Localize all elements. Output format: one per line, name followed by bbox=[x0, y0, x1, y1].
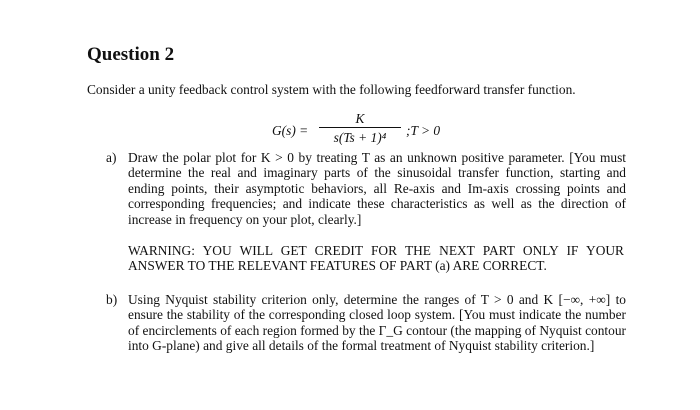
warning-text: WARNING: YOU WILL GET CREDIT FOR THE NEXT PART ONLY IF YOUR ANSWER TO THE RELEVANT FEATURES OF PART (a) ARE CORRECT. bbox=[128, 243, 624, 274]
part-a-marker: a) bbox=[106, 150, 117, 165]
equation-condition: ;T > 0 bbox=[406, 123, 441, 138]
part-b bbox=[106, 292, 626, 354]
equation-denominator: s(Ts + 1)⁴ bbox=[333, 130, 387, 145]
question-intro: Consider a unity feedback control system with the following feedforward transfer function. bbox=[87, 82, 576, 97]
equation-numerator: K bbox=[355, 111, 365, 126]
question-title: Question 2 bbox=[87, 44, 175, 65]
part-b-marker: b) bbox=[106, 292, 118, 307]
part-b-text: Using Nyquist stability criterion only, determine the ranges of T > 0 and K [−∞, +∞] to ensure the stability of the corresponding closed loop system. [You must indicate the number of encirclements of each region formed by the Γ_G contour (the mapping of Nyquist contour into G-plane) and give all details of the formal treatment of Nyquist stability criterion.] bbox=[128, 292, 626, 354]
part-a bbox=[106, 150, 626, 227]
equation-fraction bbox=[318, 110, 402, 145]
part-a-text: Draw the polar plot for K > 0 by treating T as an unknown positive parameter. [You must determine the real and imaginary parts of the sinusoidal transfer function, starting and ending points, their asymptotic behaviors, all Re-axis and Im-axis crossing points and corresponding frequencies; and indicate these characteristics as well as the direction of increase in frequency on your plot, clearly.] bbox=[128, 150, 626, 227]
equation-lhs: G(s) = bbox=[272, 123, 309, 138]
